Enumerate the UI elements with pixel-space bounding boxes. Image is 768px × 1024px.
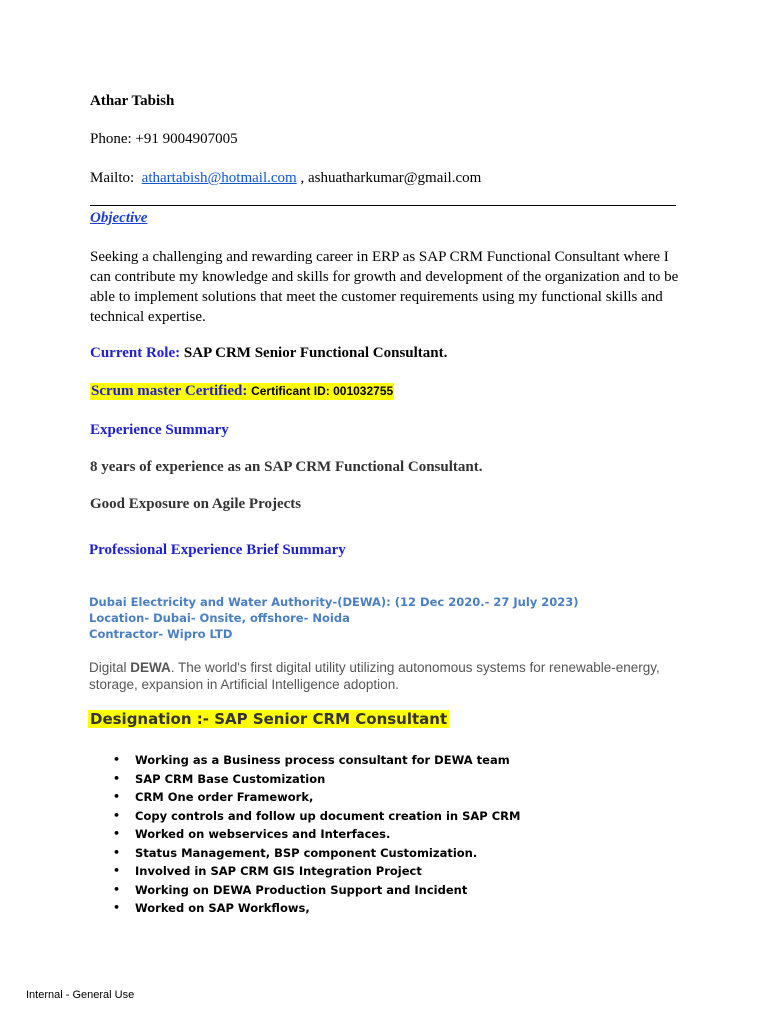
list-item	[113, 751, 520, 770]
list-item-text: Working on DEWA Production Support and Incident	[135, 882, 468, 897]
location-line: Location- Dubai- Onsite, offshore- Noida	[89, 611, 350, 625]
contractor-line: Contractor- Wipro LTD	[89, 627, 233, 641]
current-role-label: Current Role:	[90, 345, 181, 361]
scrum-certification	[90, 383, 394, 400]
list-item-text: Working as a Business process consultant for DEWA team	[135, 753, 510, 767]
header-divider	[90, 205, 676, 206]
email-link-hotmail[interactable]: athartabish@hotmail.com	[141, 170, 297, 186]
designation: Designation :- SAP Senior CRM Consultant	[90, 710, 448, 728]
current-role	[90, 345, 447, 362]
scrum-label: Scrum master Certified:	[91, 383, 248, 399]
list-item-text: Worked on SAP Workflows,	[135, 901, 310, 915]
bullet-icon: •	[113, 845, 121, 859]
professional-experience-heading: Professional Experience Brief Summary	[89, 542, 346, 558]
objective-text: Seeking a challenging and rewarding career in ERP as SAP CRM Functional Consultant where I can contribute my knowledge and skills for growth and development of the organization and to be able to implement solutions that meet the customer requirements using my functional skills and technical expertise.	[90, 249, 679, 325]
objective-heading: Objective	[90, 210, 148, 226]
list-item-text: Involved in SAP CRM GIS Integration Project	[135, 864, 422, 878]
bullet-icon: •	[113, 901, 121, 914]
mail-label: Mailto:	[90, 170, 135, 186]
bullet-icon: •	[113, 790, 121, 803]
phone-line: Phone: +91 9004907005	[90, 131, 238, 147]
list-item-text: Status Management, BSP component Customization.	[135, 845, 478, 860]
years-of-experience: 8 years of experience as an SAP CRM Functional Consultant.	[90, 459, 483, 475]
agile-exposure: Good Exposure on Agile Projects	[90, 496, 302, 512]
candidate-name: Athar Tabish	[90, 93, 175, 109]
list-item	[113, 825, 520, 844]
mail-line	[90, 170, 481, 187]
list-item	[113, 899, 520, 918]
dewa-prefix: Digital	[89, 660, 131, 675]
bullet-icon: •	[113, 827, 121, 840]
list-item	[113, 807, 520, 826]
dewa-description	[89, 659, 669, 693]
dewa-text: . The world's first digital utility utilizing autonomous systems for renewable-energy, storage, expansion in Artificial Intelligence adoption.	[89, 660, 660, 692]
list-item	[113, 770, 520, 789]
email-gmail: ashuatharkumar@gmail.com	[307, 170, 482, 186]
list-item-text: SAP CRM Base Customization	[135, 771, 326, 786]
bullet-icon: •	[113, 808, 121, 822]
list-item	[113, 788, 520, 807]
duties-list	[113, 751, 520, 918]
bullet-icon: •	[113, 882, 121, 896]
experience-summary-heading: Experience Summary	[90, 422, 229, 438]
list-item-text: CRM One order Framework,	[135, 790, 314, 804]
list-item-text: Copy controls and follow up document creation in SAP CRM	[135, 808, 521, 823]
list-item	[113, 844, 520, 863]
bullet-icon: •	[113, 864, 121, 877]
dewa-bold: DEWA	[130, 660, 171, 675]
footer-classification: Internal - General Use	[26, 989, 135, 1001]
certificate-id: Certificant ID: 001032755	[251, 384, 394, 398]
email-separator: ,	[300, 170, 305, 186]
current-role-value: SAP CRM Senior Functional Consultant.	[183, 345, 448, 361]
bullet-icon: •	[113, 753, 121, 766]
list-item	[113, 881, 520, 900]
bullet-icon: •	[113, 771, 121, 785]
client-line: Dubai Electricity and Water Authority-(DEWA): (12 Dec 2020.- 27 July 2023)	[89, 595, 579, 609]
list-item	[113, 862, 520, 881]
list-item-text: Worked on webservices and Interfaces.	[135, 827, 391, 841]
